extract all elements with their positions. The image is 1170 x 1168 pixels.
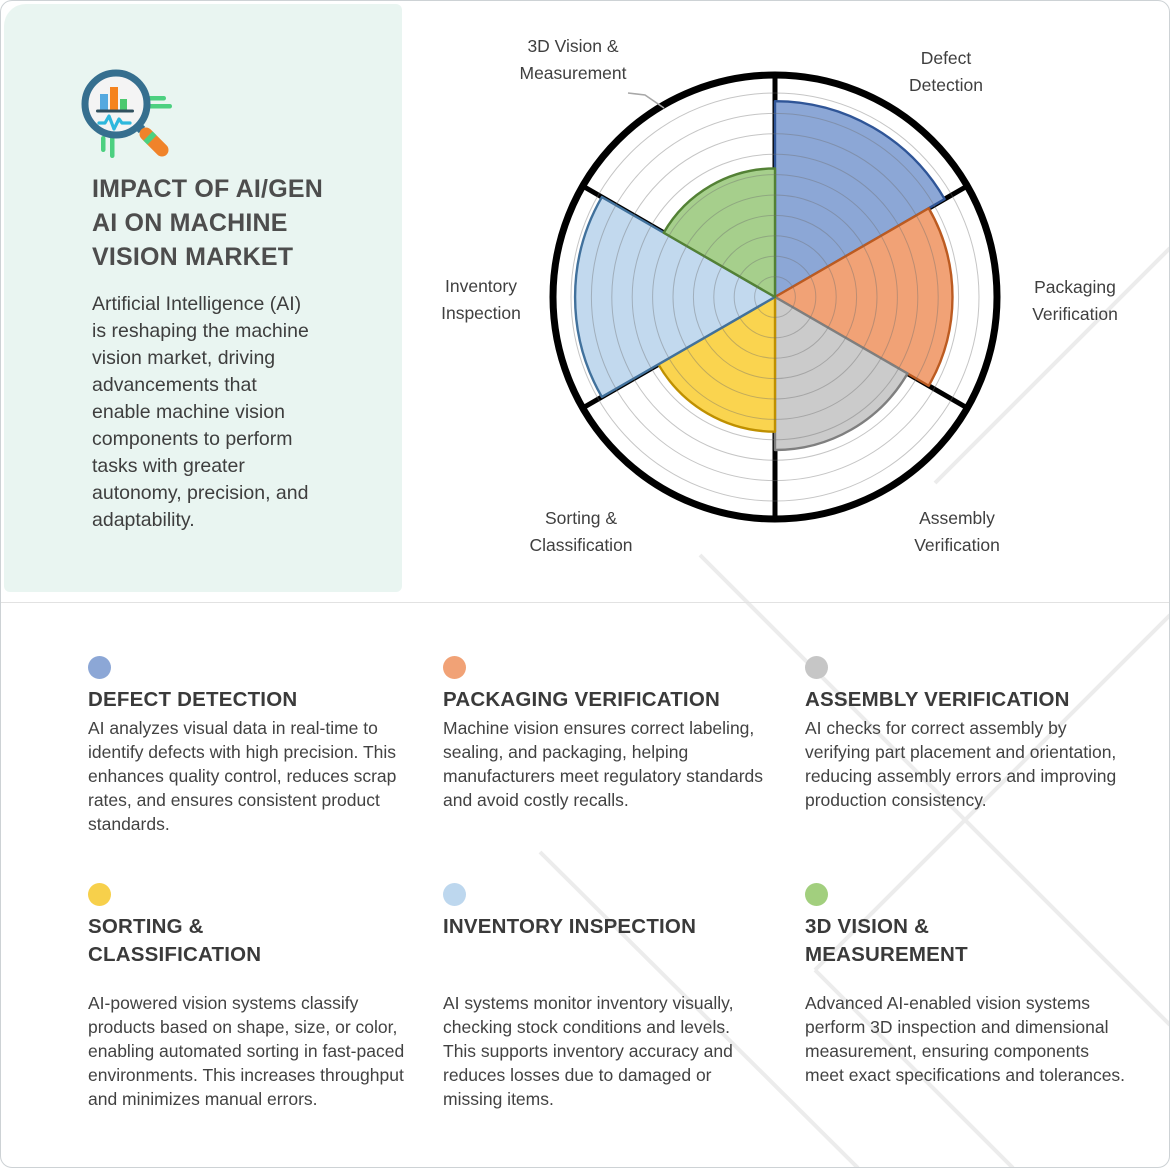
- legend-dot-green: [805, 883, 828, 906]
- legend-body: AI checks for correct assembly by verifying part placement and orientation, reducing assembly errors and improving production consistency.: [805, 718, 1117, 810]
- legend-dot-gray: [805, 656, 828, 679]
- chart-label-3d-vision: 3D Vision & Measurement: [519, 36, 627, 83]
- analytics-magnifier-icon: [74, 62, 182, 174]
- legend-item-inventory-inspection: [443, 883, 765, 1111]
- chart-label-defect-detection: Defect Detection: [909, 48, 983, 95]
- legend-item-3d-vision-measurement: [805, 883, 1127, 1087]
- chart-label-packaging-verification: Packaging Verification: [1032, 277, 1118, 324]
- legend-heading: ASSEMBLY VERIFICATION: [805, 688, 1070, 711]
- magnifier-handle: [138, 126, 162, 150]
- legend-body: Machine vision ensures correct labeling, sealing, and packaging, helping manufacturers meet regulatory standards and avoid costly recalls.: [443, 718, 764, 810]
- legend-heading: SORTING & CLASSIFICATION: [88, 915, 262, 966]
- page-description: Artificial Intelligence (AI) is reshaping the machine vision market, driving advancements that enable machine vision components to perform tasks with greater autonomy, precision, and adaptability.: [92, 293, 309, 531]
- intro-panel: [4, 4, 402, 592]
- legend-heading: PACKAGING VERIFICATION: [443, 688, 720, 711]
- legend-item-packaging-verification: [443, 656, 765, 812]
- legend-body: AI-powered vision systems classify products based on shape, size, or color, enabling automated sorting in fast-paced environments. This increases throughput and minimizes manual errors.: [88, 993, 405, 1109]
- legend-item-assembly-verification: [805, 656, 1127, 812]
- chart-label-assembly-verification: Assembly Verification: [914, 508, 1000, 555]
- chart-label-inventory-inspection: Inventory Inspection: [441, 276, 521, 323]
- legend-heading: DEFECT DETECTION: [88, 688, 298, 711]
- legend-dot-yellow: [88, 883, 111, 906]
- section-divider: [0, 602, 1170, 603]
- legend-dot-orange: [443, 656, 466, 679]
- legend-dot-lightblue: [443, 883, 466, 906]
- legend-body: Advanced AI-enabled vision systems perform 3D inspection and dimensional measurement, ensuring components meet exact specifications and tolerances.: [805, 993, 1126, 1085]
- legend-body: AI analyzes visual data in real-time to identify defects with high precision. This enhances quality control, reduces scrap rates, and ensures consistent product standards.: [88, 718, 397, 834]
- legend-item-defect-detection: [88, 656, 410, 836]
- chart-label-sorting-classification: Sorting & Classification: [529, 508, 633, 555]
- legend-heading: 3D VISION & MEASUREMENT: [805, 915, 968, 966]
- legend-heading: INVENTORY INSPECTION: [443, 915, 697, 938]
- legend-body: AI systems monitor inventory visually, checking stock conditions and levels. This supports inventory accuracy and reduces losses due to damaged or missing items.: [443, 993, 734, 1109]
- legend-dot-blue: [88, 656, 111, 679]
- legend-item-sorting-classification: [88, 883, 410, 1111]
- page-title: IMPACT OF AI/GEN AI ON MACHINE VISION MARKET: [92, 175, 323, 271]
